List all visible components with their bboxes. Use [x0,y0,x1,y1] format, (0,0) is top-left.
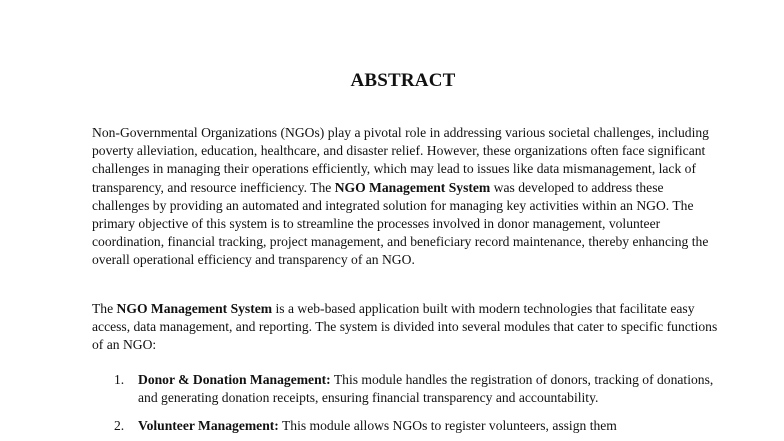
paragraph-1-text-b: was developed to address these challenges by providing an automated and integrated solution for managing key activities within an NGO. The primary objective of this system is to streamline the processes involved in donor management, volunteer coordination, financial tracking, project management, and beneficiary record maintenance, thereby enhancing the overall operational efficiency and transparency of an NGO. [92,179,709,268]
list-item-number: 1. [114,372,125,387]
paragraph-2-system-name: NGO Management System [116,301,273,316]
list-item [92,417,722,435]
abstract-title: ABSTRACT [350,70,456,91]
paragraph-2-text-a: The [92,301,117,316]
abstract-paragraph-1 [92,124,722,270]
paragraph-1-text-a: Non-Governmental Organizations (NGOs) play a pivotal role in addressing various societal challenges, including poverty alleviation, education, healthcare, and disaster relief. However, these organizations often face significant challenges in managing their operations efficiently, which may lead to issues like data mismanagement, lack of transparency, and resource inefficiency. The [92,125,709,195]
paragraph-1-system-name: NGO Management System [334,179,491,195]
list-item-heading: Donor & Donation Management: [138,372,331,387]
paragraph-2-text-b: is a web-based application built with modern technologies that facilitate easy access, data management, and reporting. The system is divided into several modules that cater to specific functions of an NGO: [92,301,718,353]
list-item-heading: Volunteer Management: [138,418,279,434]
list-item-number: 2. [114,418,125,434]
module-list [92,371,722,441]
list-item-text: This module handles the registration of donors, tracking of donations, and generating donation receipts, ensuring financial transparency and accountability. [138,372,714,406]
list-item [92,371,722,407]
list-item-text: This module allows NGOs to register volunteers, assign them [278,418,617,434]
abstract-paragraph-2 [92,300,722,355]
